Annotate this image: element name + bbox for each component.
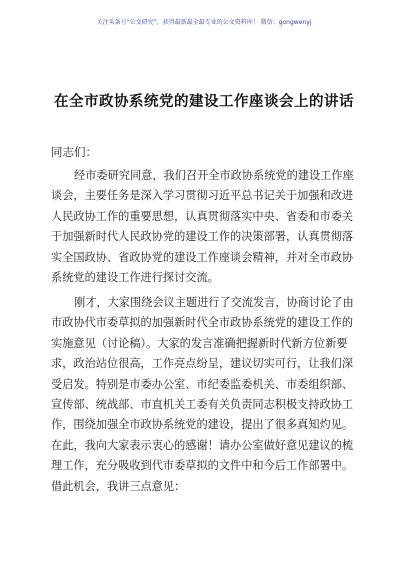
salutation: 同志们： [51, 145, 97, 159]
paragraph-line: 谈会，主要任务是深入学习贯彻习近平总书记关于加强和改进 [51, 189, 354, 203]
paragraph-line: 宣传部、统战部、市直机关工委有关负责同志积极支持政协工 [51, 398, 354, 412]
paragraph-line: 市政协代市委草拟的加强新时代全市政协系统党的建设工作的 [51, 316, 354, 330]
paragraph-line: 在此，我向大家表示衷心的感谢！请办公室做好意见建议的梳 [51, 438, 354, 452]
paragraph-line: 受启发。特别是市委办公室、市纪委监委机关、市委组织部、 [51, 377, 354, 391]
header-promo-note: 关注头条号“公文研究”，获得最新最全最专业的公文资料库！ 微信：gongwenyj [96, 19, 312, 26]
paragraph-line: 于加强新时代人民政协党的建设工作的决策部署，认真贯彻落 [51, 230, 354, 244]
paragraph-line: 刚才，大家围绕会议主题进行了交流发言，协商讨论了由 [74, 296, 354, 309]
paragraph-line: 实施意见（讨论稿）。大家的发言准确把握新时代新方位新要 [51, 336, 348, 350]
paragraph-line: 系统党的建设工作进行探讨交流。 [51, 271, 219, 285]
paragraph-2 [51, 293, 359, 497]
paragraph-line: 借此机会，我讲三点意见： [51, 479, 186, 493]
document-title: 在全市政协系统党的建设工作座谈会上的讲话 [54, 94, 354, 110]
paragraph-line: 理工作，充分吸收到代市委草拟的文件中和今后工作部署中。 [51, 459, 354, 473]
paragraph-line: 实全国政协、省政协党的建设工作座谈会精神，并对全市政协 [51, 250, 354, 264]
paragraph-line: 经市委研究同意，我们召开全市政协系统党的建设工作座 [74, 169, 354, 182]
paragraph-1 [51, 166, 359, 288]
paragraph-line: 作，围绕加强全市政协系统党的建设，提出了很多真知灼见。 [51, 418, 354, 432]
paragraph-line: 人民政协工作的重要思想，认真贯彻落实中央、省委和市委关 [51, 209, 354, 223]
paragraph-line: 求，政治站位很高，工作亮点纷呈，建议切实可行，让我们深 [51, 357, 354, 371]
